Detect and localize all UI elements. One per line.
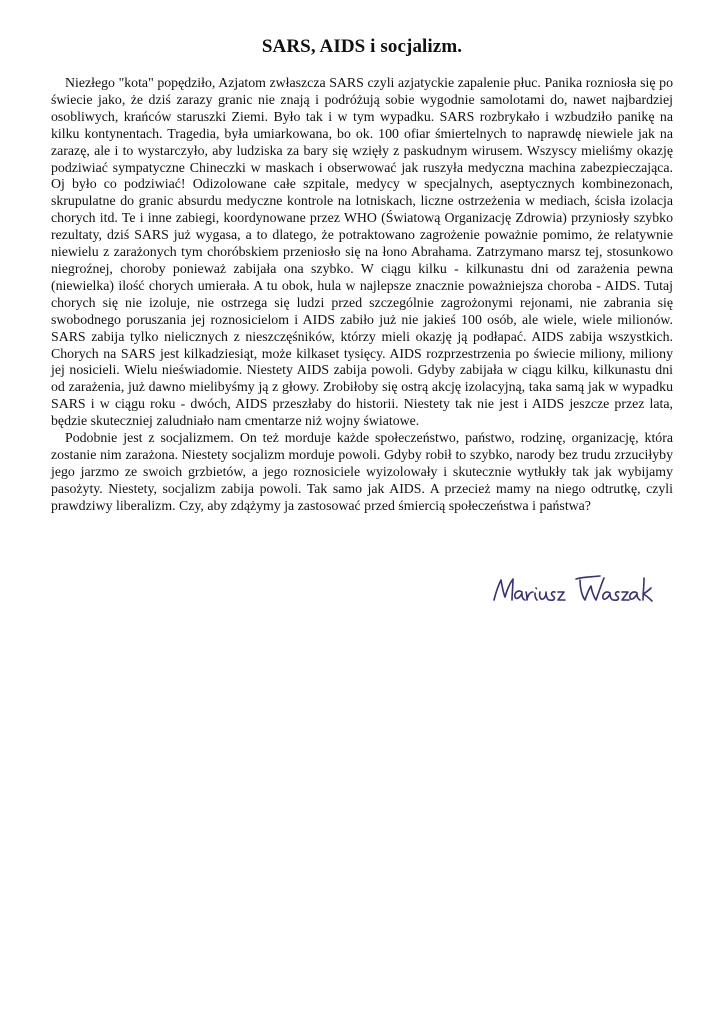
signature-image <box>488 570 658 612</box>
article-body <box>51 75 673 515</box>
paragraph-2: Podobnie jest z socjalizmem. On też morduje każde społeczeństwo, państwo, rodzinę, organizację, która zostanie nim zarażona. Niestety socjalizm morduje powoli. Gdyby robił to szybko, narody bez trudu zrzuciłyby jego jarzmo ze swoich grzbietów, a jego roznosiciele wyizolowały i skutecznie wytłukły tak jak wybijamy pasożyty. Niestety, socjalizm zabija powoli. Tak samo jak AIDS. A przecież mamy na niego odtrutkę, czyli prawdziwy liberalizm. Czy, aby zdążymy ja zastosować przed śmiercią społeczeństwa i państwa? <box>51 430 673 513</box>
author-signature <box>488 570 658 612</box>
paragraph-1: Niezłego "kota" popędziło, Azjatom zwłaszcza SARS czyli azjatyckie zapalenie płuc. Panika rozniosła się po świecie jako, że dziś zarazy granic nie znają i podróżują sobie wygodnie samolotami do, nawet najbardziej osobliwych, krańców staruszki Ziemi. Było tak i w tym wypadku. SARS rozbrykało i wzbudziło panikę na kilku kontynentach. Tragedia, była umiarkowana, bo ok. 100 ofiar śmiertelnych to naprawdę niewiele jak na zarazę, ale i to wystarczyło, aby ludziska za bary się wzięły z paskudnym wirusem. Wszyscy mieliśmy okazję podziwiać sympatyczne Chineczki w maskach i obserwować jak ruszyła medyczna machina zabezpieczająca. Oj było co podziwiać! Odizolowane całe szpitale, medycy w specjalnych, aseptycznych kombinezonach, skrupulatne do granic absurdu medyczne kontrole na lotniskach, liczne ostrzeżenia w mediach, ścisła izolacja chorych itd. Te i inne zabiegi, koordynowane przez WHO (Światową Organizację Zdrowia) przyniosły szybko rezultaty, dziś SARS już wygasa, a to dlatego, że potraktowano zagrożenie poważnie pomimo, że relatywnie niewielu z zarażonych tym choróbskiem przeniosło się na łono Abrahama. Zatrzymano marsz tej, stosunkowo niegroźnej, choroby ponieważ zabijała ona szybko. W ciągu kilku - kilkunastu dni od zarażenia pewna (niewielka) ilość chorych umierała. A tu obok, hula w najlepsze znacznie poważniejsza choroba - AIDS. Tutaj chorych się nie izoluje, nie ostrzega się ludzi przed szczególnie zagrożonymi rejonami, nie zabrania się swobodnego poruszania jej roznosicielom i AIDS zabiło już nie jakieś 100 osób, ale wiele, wiele milionów. SARS zabija tylko nielicznych z nieszczęśników, którzy mieli okazję ją podłapać. AIDS zabija wszystkich. Chorych na SARS jest kilkadziesiąt, może kilkaset tysięcy. AIDS rozprzestrzenia po świecie miliony, miliony jej nosicieli. Wielu nieświadomie. Niestety AIDS zabija powoli. Gdyby zabijała w ciągu kilku, kilkunastu dni od zarażenia, już dawno mielibyśmy ją z głowy. Zrobiłoby się ostrą akcję izolacyjną, taka samą jak w wypadku SARS i w ciągu roku - dwóch, AIDS przeszłaby do historii. Niestety tak nie jest i AIDS jeszcze przez lata, będzie skuteczniej zaludniało nam cmentarze niż wojny światowe. <box>51 75 673 429</box>
document-title: SARS, AIDS i socjalizm. <box>261 36 463 57</box>
